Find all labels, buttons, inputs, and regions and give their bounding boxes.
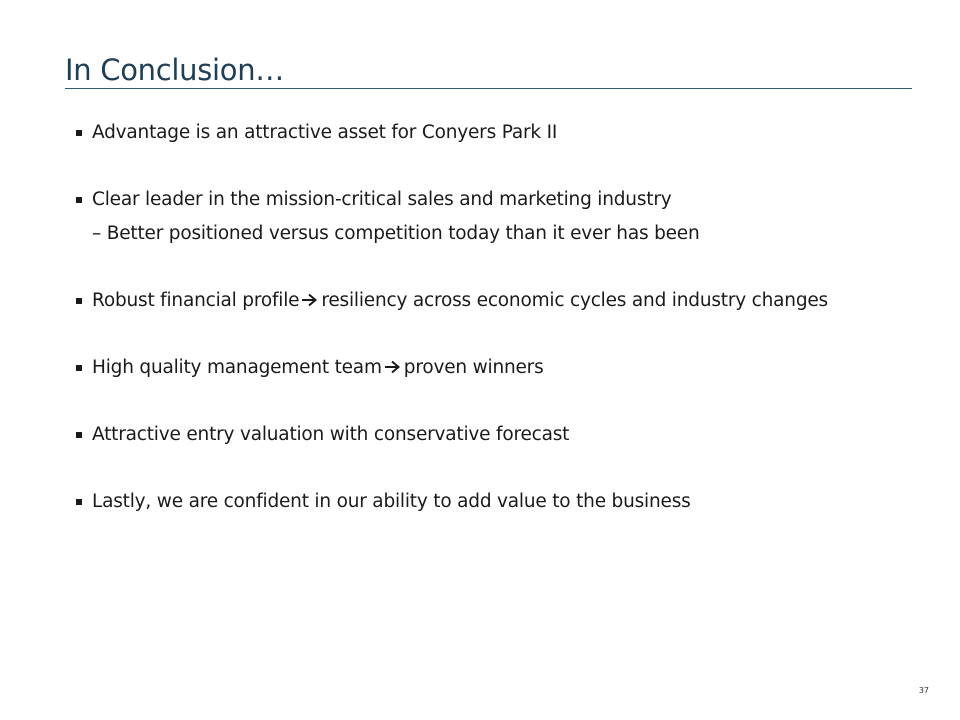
bullet-text: Attractive entry valuation with conservative forecast <box>92 424 570 445</box>
bullet-text: Clear leader in the mission-critical sales and marketing industry <box>92 189 672 210</box>
page-number: 37 <box>918 686 929 695</box>
bullet-text: Advantage is an attractive asset for Conyers Park II <box>92 122 558 143</box>
bullet-text-before: Robust financial profile <box>92 290 300 311</box>
sub-bullet-item <box>92 220 700 248</box>
bullet-text-after: resiliency across economic cycles and industry changes <box>321 290 828 311</box>
bullet-text-after: proven winners <box>403 357 544 378</box>
sub-bullet-text: – Better positioned versus competition today than it ever has been <box>92 223 700 244</box>
bullet-text <box>92 354 544 382</box>
square-bullet-icon <box>76 365 82 371</box>
slide-title: In Conclusion… <box>65 53 284 87</box>
square-bullet-icon <box>76 432 82 438</box>
square-bullet-icon <box>76 298 82 304</box>
bullet-text <box>92 287 828 315</box>
arrow-right-icon <box>383 360 401 374</box>
square-bullet-icon <box>76 130 82 136</box>
square-bullet-icon <box>76 499 82 505</box>
bullet-text-before: High quality management team <box>92 357 382 378</box>
square-bullet-icon <box>76 197 82 203</box>
arrow-right-icon <box>300 293 318 307</box>
bullet-text: Lastly, we are confident in our ability to add value to the business <box>92 491 691 512</box>
